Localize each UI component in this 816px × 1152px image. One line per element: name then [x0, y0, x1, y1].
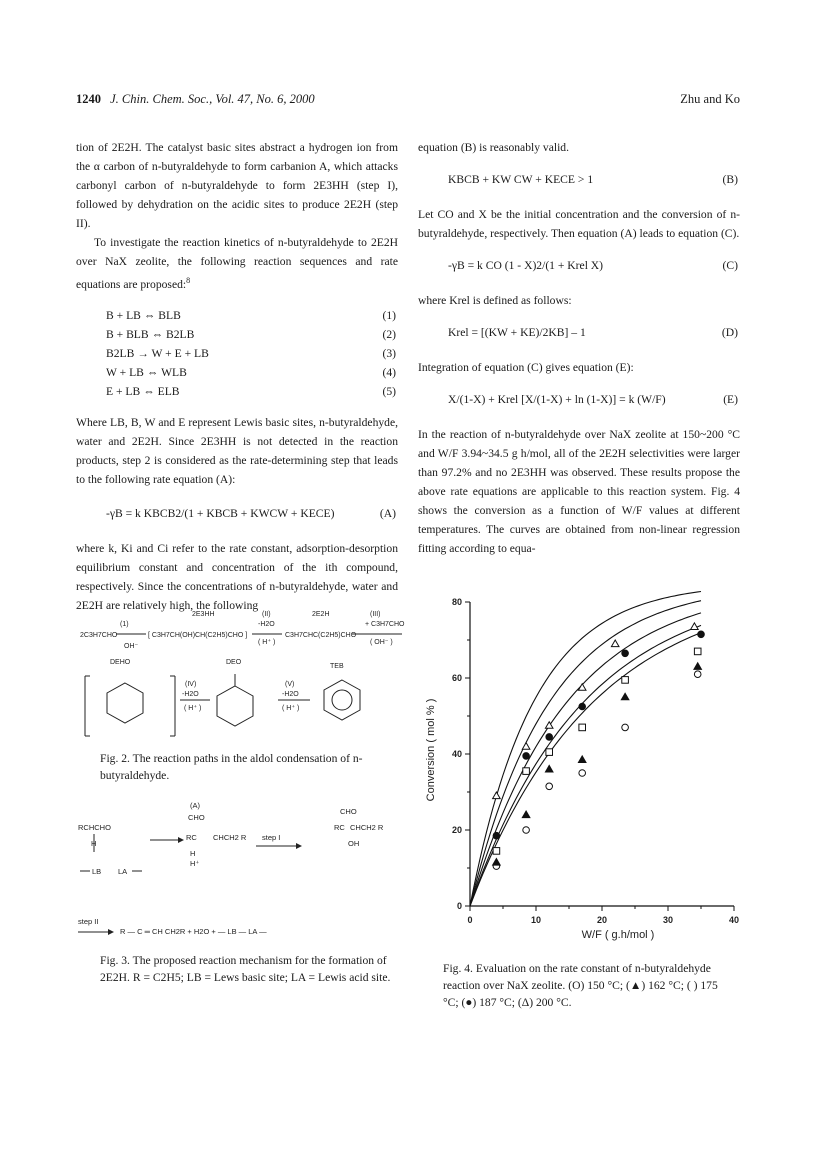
- fig3-caption: Fig. 3. The proposed reaction mechanism for the formation of 2E2H. R = C2H5; LB = Lews basic site; LA = Lewis acid site.: [100, 954, 391, 984]
- equation-c: -γB = k CO (1 - X)2/(1 + Krel X) (C): [448, 259, 738, 272]
- data-point: [611, 640, 619, 647]
- data-point: [522, 743, 530, 750]
- data-point: [579, 770, 586, 777]
- svg-text:(II): (II): [262, 611, 271, 618]
- x-tick-label: 0: [467, 915, 473, 925]
- reaction-sequence: [106, 306, 398, 401]
- svg-text:C3H7CHC(C2H5)CHO: C3H7CHC(C2H5)CHO: [285, 632, 357, 639]
- data-point: [622, 677, 629, 684]
- svg-text:H⁺: H⁺: [190, 859, 200, 868]
- paragraph: Let CO and X be the initial concentration and the conversion of n-butyraldehyde, respectively. Then equation (A) leads to equation (C).: [418, 208, 740, 240]
- fit-curve: [470, 625, 701, 906]
- svg-text:H: H: [91, 839, 97, 848]
- svg-text:DEHO: DEHO: [110, 659, 131, 666]
- data-point: [523, 768, 530, 775]
- data-point: [523, 753, 530, 760]
- svg-text:RCHCHO: RCHCHO: [78, 823, 111, 832]
- svg-text:CHO: CHO: [188, 813, 205, 822]
- data-point: [493, 792, 501, 799]
- paragraph: where k, Ki and Ci refer to the rate constant, adsorption-desorption equilibrium constant and concentration of the ith compound, respectively. Since the concentrations of n-butyraldehyde, water and 2E2H are relatively high, the following: [76, 541, 398, 612]
- fig2-caption: Fig. 2. The reaction paths in the aldol condensation of n-butyraldehyde.: [100, 752, 363, 782]
- y-tick-label: 60: [451, 673, 462, 683]
- data-point: [546, 734, 553, 741]
- x-axis-label: W/F ( g.h/mol ): [581, 929, 655, 941]
- svg-text:2E3HH: 2E3HH: [192, 611, 215, 618]
- running-authors: Zhu and Ko: [680, 92, 740, 106]
- svg-text:DEO: DEO: [226, 659, 242, 666]
- data-point: [622, 724, 629, 731]
- fit-curve: [470, 613, 701, 906]
- svg-text:-H2O: -H2O: [258, 621, 275, 628]
- data-point: [493, 859, 501, 866]
- data-point: [579, 724, 586, 731]
- fit-curve: [470, 601, 701, 906]
- y-tick-label: 20: [451, 825, 462, 835]
- data-point: [546, 749, 553, 756]
- fig3-mechanism: [78, 800, 398, 945]
- fig2-scheme: [80, 608, 405, 768]
- svg-text:step I: step I: [262, 833, 281, 842]
- equation-d: Krel = [(KW + KE)/2KB] – 1 (D): [448, 326, 738, 339]
- svg-text:OH⁻: OH⁻: [124, 643, 139, 650]
- svg-text:CHCH2 R: CHCH2 R: [350, 823, 384, 832]
- x-tick-label: 20: [596, 915, 608, 925]
- y-tick-label: 40: [451, 749, 462, 759]
- paragraph: where Krel is defined as follows:: [418, 294, 572, 307]
- paragraph: Where LB, B, W and E represent Lewis basic sites, n-butyraldehyde, water and 2E2H. Since 2E3HH is not detected in the reaction products, step 2 is considered as the rate-determining step that leads to the following rate equation (A):: [76, 415, 398, 486]
- data-point: [522, 811, 530, 818]
- paragraph: In the reaction of n-butyraldehyde over NaX zeolite at 150~200 °C and W/F 3.94~34.5 g h/mol, all of the 2E2H selectivities were larger than 97.2% and no 2E3HH was observed. These results propose the above rate equations are applicable to this reaction system. Fig. 4 shows the conversion as a function of W/F values at different temperatures. The curves are obtained from non-linear regression fitting according to equa-: [418, 428, 740, 555]
- paragraph: Integration of equation (C) gives equation (E):: [418, 361, 634, 374]
- equation-b: KBCB + KW CW + KECE > 1 (B): [448, 173, 738, 186]
- data-point: [578, 756, 586, 763]
- svg-text:( H⁺ ): ( H⁺ ): [258, 639, 276, 646]
- svg-text:CHO: CHO: [340, 807, 357, 816]
- running-header: [76, 92, 740, 112]
- data-point: [493, 848, 500, 855]
- svg-text:( OH⁻ ): ( OH⁻ ): [370, 639, 393, 646]
- svg-text:2E2H: 2E2H: [312, 611, 330, 618]
- data-point: [694, 671, 701, 678]
- svg-text:H: H: [190, 849, 196, 858]
- data-point: [545, 765, 553, 772]
- svg-text:+ C3H7CHO: + C3H7CHO: [365, 621, 405, 628]
- svg-text:step II: step II: [78, 917, 99, 926]
- svg-text:TEB: TEB: [330, 663, 344, 670]
- svg-text:(IV): (IV): [185, 681, 197, 688]
- data-point: [546, 783, 553, 790]
- reaction-row: W + LB ⇔ WLB (4): [106, 365, 396, 379]
- svg-text:-H2O: -H2O: [282, 691, 299, 698]
- svg-text:CHCH2 R: CHCH2 R: [213, 833, 247, 842]
- svg-text:( H⁺ ): ( H⁺ ): [184, 705, 202, 712]
- data-point: [621, 693, 629, 700]
- left-column: [76, 138, 398, 615]
- data-point: [694, 663, 702, 670]
- svg-text:-H2O: -H2O: [182, 691, 199, 698]
- svg-text:OH: OH: [348, 839, 360, 848]
- right-column: [418, 138, 740, 558]
- data-point: [622, 650, 629, 657]
- paragraph: equation (B) is reasonably valid.: [418, 141, 570, 154]
- y-tick-label: 0: [456, 901, 462, 911]
- data-point: [698, 631, 705, 638]
- fig4-chart: [418, 590, 748, 950]
- y-tick-label: 80: [451, 597, 462, 607]
- fig4-caption: Fig. 4. Evaluation on the rate constant of n-butyraldehyde reaction over NaX zeolite. (O) 150 °C; (▲) 162 °C; ( ) 175 °C; (●) 187 °C; (Δ) 200 °C.: [443, 962, 718, 1009]
- page-number: 1240: [76, 92, 101, 106]
- reaction-row: B + BLB ⇔ B2LB (2): [106, 327, 396, 341]
- data-point: [579, 703, 586, 710]
- svg-text:( H⁺ ): ( H⁺ ): [282, 705, 300, 712]
- svg-text:(V): (V): [285, 681, 295, 688]
- svg-text:[ C3H7CH(OH)CH(C2H5)CHO ]: [ C3H7CH(OH)CH(C2H5)CHO ]: [148, 632, 248, 639]
- svg-text:2C3H7CHO: 2C3H7CHO: [80, 632, 118, 639]
- data-point: [493, 832, 500, 839]
- x-tick-label: 40: [728, 915, 740, 925]
- equation-e: X/(1-X) + Krel [X/(1-X) + ln (1-X)] = k (W/F) (E): [448, 393, 738, 406]
- reaction-row: B2LB → W + E + LB (3): [106, 346, 396, 360]
- svg-text:RC: RC: [334, 823, 345, 832]
- svg-text:LB: LB: [92, 867, 102, 876]
- svg-text:(III): (III): [370, 611, 381, 618]
- svg-text:(1): (1): [120, 621, 129, 628]
- data-point: [691, 623, 699, 630]
- journal-citation: J. Chin. Chem. Soc., Vol. 47, No. 6, 2000: [110, 92, 315, 106]
- svg-text:R — C ═ CH CH2R + H2O + —: R — C ═ CH CH2R + H2O + — LB — LA —: [120, 927, 267, 936]
- svg-text:RC: RC: [186, 833, 197, 842]
- data-point: [523, 827, 530, 834]
- fit-curve: [470, 592, 701, 907]
- y-axis-label: Conversion ( mol % ): [425, 698, 437, 802]
- reaction-row: E + LB ⇔ ELB (5): [106, 384, 396, 398]
- paragraph: tion of 2E2H. The catalyst basic sites abstract a hydrogen ion from the α carbon of n-butyraldehyde to form carbanion A, which attacks carbonyl carbon of n-butyraldehyde to form 2E3HH (step I), followed by dehydration on the acidic sites to produce 2E2H (step II).: [76, 141, 398, 230]
- paragraph: To investigate the reaction kinetics of n-butyraldehyde to 2E2H over NaX zeolite, the following reaction sequences and rate equations are proposed:$^8$: [76, 236, 398, 291]
- reaction-row: B + LB ⇔ BLB (1): [106, 308, 396, 322]
- svg-text:(A): (A): [190, 801, 200, 810]
- x-tick-label: 30: [662, 915, 674, 925]
- svg-text:LA: LA: [118, 867, 128, 876]
- data-point: [694, 648, 701, 655]
- equation-a: -γB = k KBCB2/(1 + KBCB + KWCW + KECE) (A): [106, 506, 396, 520]
- x-tick-label: 10: [530, 915, 542, 925]
